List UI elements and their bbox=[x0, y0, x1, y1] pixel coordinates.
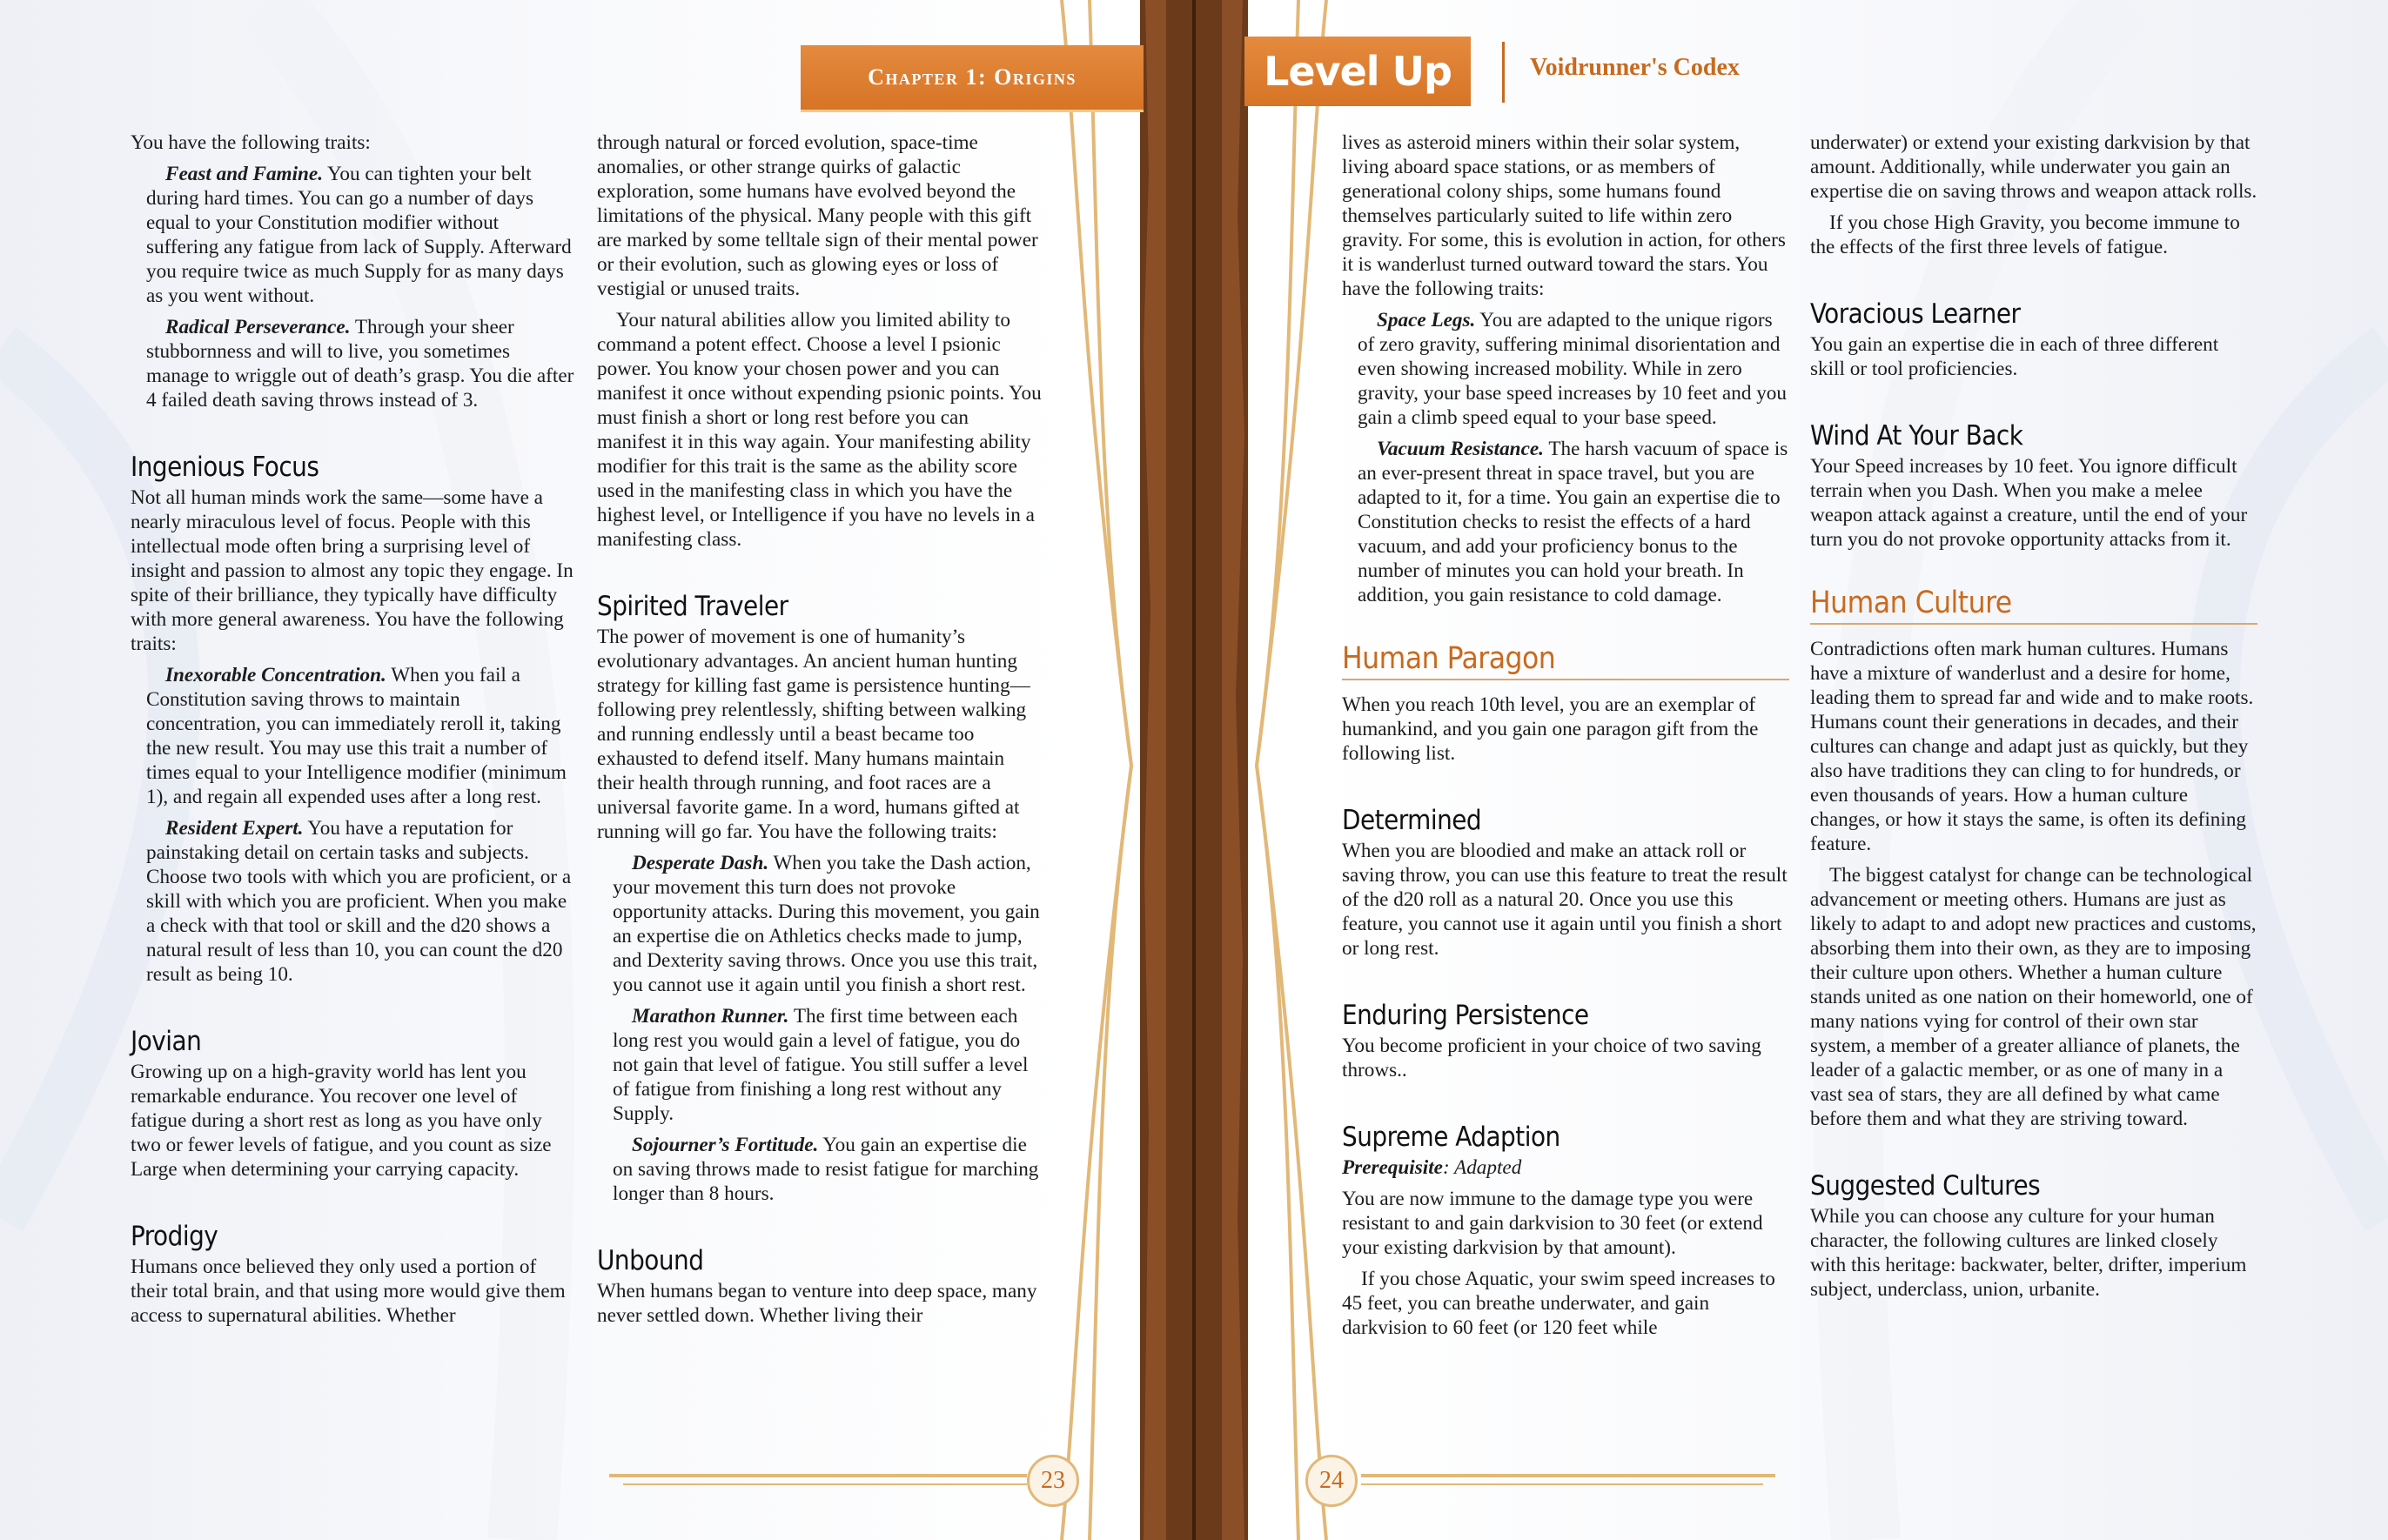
column-2 bbox=[597, 131, 1043, 1335]
heading-unbound: Unbound bbox=[597, 1245, 704, 1276]
column-3 bbox=[1342, 131, 1789, 1347]
column-4 bbox=[1810, 131, 2257, 1309]
heading-supreme-adaption: Supreme Adaption bbox=[1342, 1122, 1560, 1153]
heading-jovian: Jovian bbox=[131, 1026, 202, 1057]
heading-enduring-persistence: Enduring Persistence bbox=[1342, 1000, 1589, 1031]
aquatic-continued: underwater) or extend your existing darkvision by that amount. Additionally, while underwater you gain an expertise die on saving throws and weapon attack rolls. bbox=[1810, 131, 2257, 203]
human-paragon-text: When you reach 10th level, you are an exemplar of humankind, and you gain one paragon gift from the following list. bbox=[1342, 693, 1759, 765]
human-culture-text: Contradictions often mark human cultures. Humans have a mixture of wanderlust and a desire for home, leading them to spread far and wide and to make roots. Humans count their generations in decades, and their cultures can change and adapt just as quickly, but they also have traditions they can cling to for hundreds, or even thousands of years. How a human culture changes, or how it stays the same, is often its defining feature. bbox=[1810, 638, 2254, 855]
heading-suggested-cultures: Suggested Cultures bbox=[1810, 1170, 2041, 1202]
traits-intro: You have the following traits: bbox=[131, 131, 371, 154]
heading-prodigy: Prodigy bbox=[131, 1221, 218, 1252]
high-gravity-text: If you chose High Gravity, you become immune to the effects of the first three levels of fatigue. bbox=[1810, 211, 2240, 258]
trait-resident-expert: Resident Expert. You have a reputation for painstaking detail on certain tasks and subjects. Choose two tools with which you are proficient, or a skill with which you are proficient. When you make a check with that tool or skill and the d20 shows a natural result of less than 10, you can count the d20 result as being 10. bbox=[146, 817, 572, 986]
spirited-traveler-text: The power of movement is one of humanity’s evolutionary advantages. An ancient human hunting strategy for killing fast game is persistence hunting—following prey relentlessly, shifting between walking and running endlessly until a beast became too exhausted to defend itself. Many humans maintain their health through running, and foot races are a universal favorite game. In a word, humans gifted at running will go far. You have the following traits: bbox=[597, 626, 1030, 843]
heading-wind-at-your-back: Wind At Your Back bbox=[1810, 420, 2023, 452]
wind-at-your-back-text: Your Speed increases by 10 feet. You ignore difficult terrain when you Dash. When you make a melee weapon attack against a creature, until the end of your turn you do not provoke opportunity attacks from it. bbox=[1810, 455, 2248, 551]
trait-space-legs: Space Legs. You are adapted to the unique rigors of zero gravity, suffering minimal disorientation and even showing increased mobility. While in zero gravity, your base speed increases by 10 feet and you gain a climb speed equal to your base speed. bbox=[1358, 309, 1787, 429]
enduring-persistence-text: You become proficient in your choice of two saving throws.. bbox=[1342, 1034, 1761, 1081]
trait-marathon-runner: Marathon Runner. The first time between each long rest you would gain a level of fatigue, you do not gain that level of fatigue. You still suffer a level of fatigue from finishing a long rest without any Supply. bbox=[613, 1005, 1029, 1125]
heading-spirited-traveler: Spirited Traveler bbox=[597, 591, 788, 622]
header-divider bbox=[1502, 42, 1505, 103]
trait-inexorable-concentration: Inexorable Concentration. When you fail a Constitution saving throws to maintain concentration, you can immediately reroll it, taking the new result. You may use this trait a number of times equal to your Intelligence modifier (minimum 1), and regain all expended uses after a long rest. bbox=[146, 664, 567, 808]
chapter-banner: Chapter 1: Origins bbox=[801, 45, 1144, 112]
book-title: Voidrunner's Codex bbox=[1530, 54, 1740, 81]
supreme-adaption-text: You are now immune to the damage type you were resistant to and gain darkvision to 30 feet (or extend your existing darkvision by that amount). bbox=[1342, 1188, 1763, 1259]
unbound-text: When humans began to venture into deep space, many never settled down. Whether living their bbox=[597, 1280, 1037, 1327]
trait-feast-famine: Feast and Famine. You can tighten your belt during hard times. You can go a number of days equal to your Constitution modifier without suffering any fatigue from lack of Supply. Afterward you require twice as much Supply for as many days as you went without. bbox=[146, 163, 572, 307]
prodigy-power-text: Your natural abilities allow you limited ability to command a potent effect. Choose a level I psionic power. You know your chosen power and you can manifest it once without expending psionic points. You must finish a short or long rest before you can manifest it in this way again. Your manifesting ability modifier for this trait is the same as the ability score used in the manifesting class in which you have the highest level, or Intelligence if you have no levels in a manifesting class. bbox=[597, 309, 1042, 551]
trait-radical-perseverance: Radical Perseverance. Through your sheer stubbornness and will to live, you sometimes manage to wriggle out of death’s grasp. You die after 4 failed death saving throws instead of 3. bbox=[146, 316, 574, 412]
heading-ingenious-focus: Ingenious Focus bbox=[131, 452, 319, 483]
determined-text: When you are bloodied and make an attack roll or saving throw, you can use this feature to treat the result of the d20 roll as a natural 20. Once you use this feature, you cannot use it again until you finish a short or long rest. bbox=[1342, 840, 1788, 960]
column-1 bbox=[131, 131, 576, 1335]
human-culture-text-2: The biggest catalyst for change can be technological advancement or meeting others. Humans are just as likely to adapt to and adopt new practices and customs, absorbing them into their own, as they are to imposing their culture upon others. Whether a human culture stands united as one nation on their homeworld, one of many nations vying for control of their own star system, a member of a greater alliance of planets, the leader of a galactic member, or as one of many in a vast sea of stars, they are all defined by what came before them and what they are striving toward. bbox=[1810, 864, 2257, 1130]
supreme-adaption-aquatic: If you chose Aquatic, your swim speed increases to 45 feet, you can breathe underwater, and gain darkvision to 60 feet (or 120 feet while bbox=[1342, 1268, 1775, 1339]
level-up-logo: Level Up bbox=[1244, 37, 1471, 106]
trait-vacuum-resistance: Vacuum Resistance. The harsh vacuum of space is an ever-present threat in space travel, but you are adapted to it, for a time. You gain an expertise die to Constitution checks to resist the effects of a hard vacuum, and add your proficiency bonus to the number of minutes you can hold your breath. In addition, you gain resistance to cold damage. bbox=[1358, 438, 1788, 606]
prodigy-text: Humans once believed they only used a portion of their total brain, and that using more would give them access to supernatural abilities. Whether bbox=[131, 1255, 566, 1327]
heading-human-culture: Human Culture bbox=[1810, 586, 2257, 625]
prodigy-continued: through natural or forced evolution, space-time anomalies, or other strange quirks of galactic exploration, some humans have evolved beyond the limitations of the physical. Many people with this gift are marked by some telltale sign of their mental power or their evolution, such as glowing eyes or loss of vestigial or unused traits. bbox=[597, 131, 1038, 300]
suggested-cultures-text: While you can choose any culture for your human character, the following cultures are linked closely with this heritage: backwater, belter, drifter, imperium subject, underclass, union, urbanite. bbox=[1810, 1205, 2247, 1301]
page-number-left: 23 bbox=[1027, 1455, 1079, 1507]
trait-sojourners-fortitude: Sojourner’s Fortitude. You gain an expertise die on saving throws made to resist fatigue for marching longer than 8 hours. bbox=[613, 1134, 1039, 1205]
trait-desperate-dash: Desperate Dash. When you take the Dash action, your movement this turn does not provoke opportunity attacks. During this movement, you gain an expertise die on Athletics checks made to jump, and Dexterity saving throws. Once you use this trait, you cannot use it again until you finish a short rest. bbox=[613, 852, 1040, 996]
book-spine bbox=[1140, 0, 1248, 1540]
heading-voracious-learner: Voracious Learner bbox=[1810, 298, 2021, 330]
jovian-text: Growing up on a high-gravity world has lent you remarkable endurance. You recover one level of fatigue during a short rest as long as you have only two or fewer levels of fatigue, and you count as size Large when determining your carrying capacity. bbox=[131, 1061, 552, 1181]
unbound-continued: lives as asteroid miners within their solar system, living aboard space stations, or as members of generational colony ships, some humans found themselves particularly suited to life within zero gravity. For some, this is evolution in action, for others it is wanderlust turned outward toward the stars. You have the following traits: bbox=[1342, 131, 1786, 300]
ingenious-focus-text: Not all human minds work the same—some have a nearly miraculous level of focus. People with this intellectual mode often bring a surprising level of insight and passion to almost any topic they engage. In spite of their brilliance, they typically have difficulty with more general awareness. You have the following traits: bbox=[131, 486, 574, 655]
heading-determined: Determined bbox=[1342, 805, 1482, 836]
voracious-learner-text: You gain an expertise die in each of three different skill or tool proficiencies. bbox=[1810, 333, 2219, 380]
page-number-right: 24 bbox=[1305, 1455, 1358, 1507]
heading-human-paragon: Human Paragon bbox=[1342, 642, 1789, 680]
supreme-adaption-prerequisite: Prerequisite: Adapted bbox=[1342, 1156, 1522, 1179]
